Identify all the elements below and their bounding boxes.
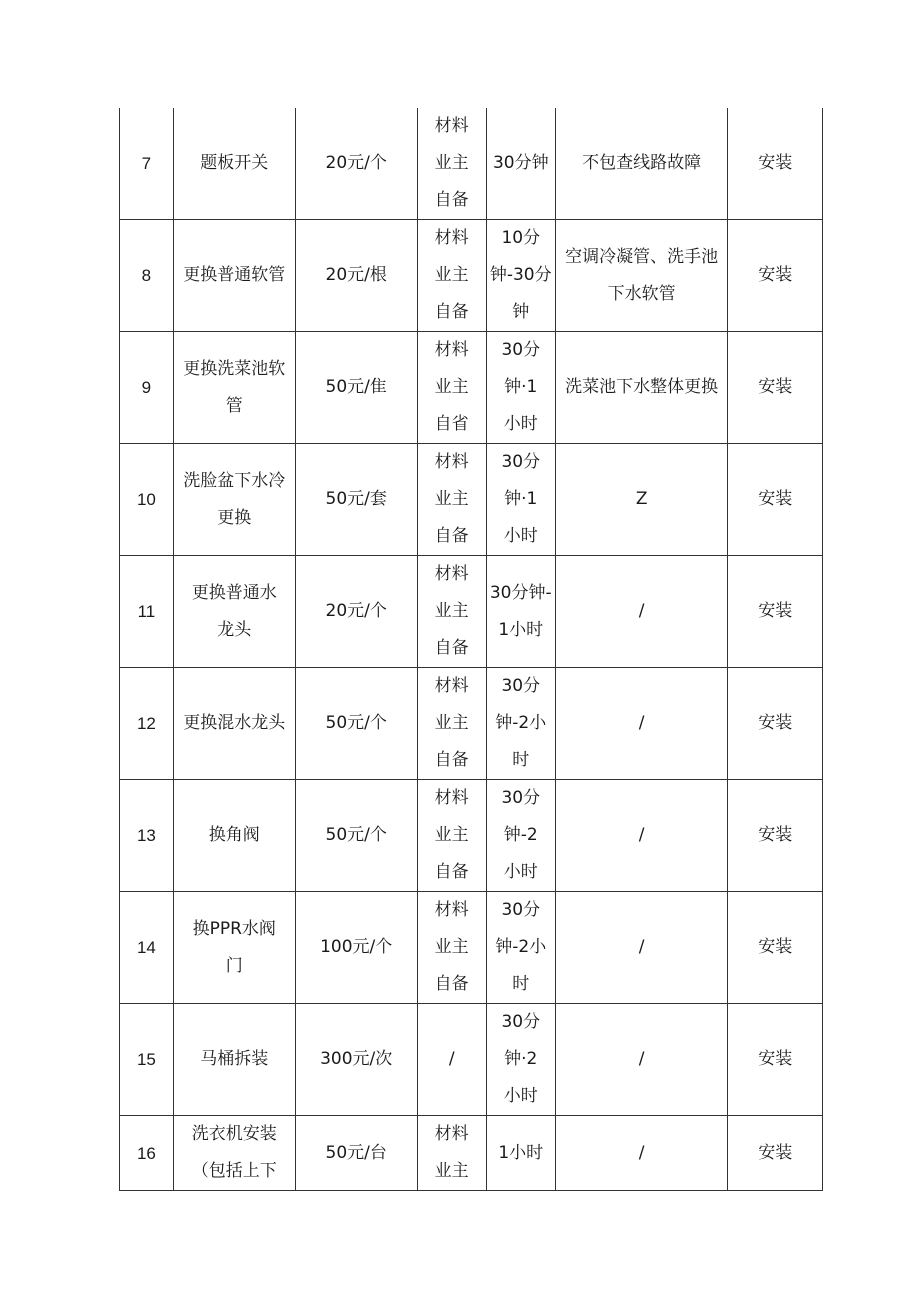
cell-type-text: 安装	[758, 825, 793, 845]
cell-time	[486, 892, 555, 1004]
cell-item-text: 洗衣机安装 （包括上下	[191, 1124, 277, 1181]
cell-number	[120, 668, 174, 780]
cell-type	[728, 1116, 823, 1191]
cell-item-text: 马桶拆装	[200, 1049, 269, 1069]
cell-type-text: 安装	[758, 1049, 793, 1069]
table-body	[120, 108, 823, 1191]
cell-price-text: 100元/个	[320, 937, 393, 957]
cell-time	[486, 556, 555, 668]
cell-type	[728, 332, 823, 444]
cell-material-text: /	[448, 1049, 455, 1069]
cell-item	[173, 1116, 295, 1191]
cell-material-text: 材料 业主 自备	[434, 116, 469, 210]
cell-item	[173, 780, 295, 892]
cell-item	[173, 220, 295, 332]
cell-type-text: 安装	[758, 489, 793, 509]
cell-note-text: Z	[635, 489, 648, 509]
table-row	[120, 1004, 823, 1116]
cell-material	[417, 780, 486, 892]
cell-item	[173, 556, 295, 668]
cell-time-text: 1小时	[498, 1142, 544, 1163]
cell-note-text: /	[638, 1142, 645, 1163]
cell-price	[295, 108, 417, 220]
cell-material	[417, 444, 486, 556]
cell-type	[728, 108, 823, 220]
cell-time	[486, 444, 555, 556]
cell-item-text: 题板开关	[200, 153, 269, 173]
cell-price-text: 50元/个	[325, 713, 387, 733]
cell-time	[486, 668, 555, 780]
cell-time-text: 30分钟	[492, 153, 549, 173]
cell-note-text: /	[638, 1049, 645, 1069]
cell-note	[555, 1004, 728, 1116]
cell-type-text: 安装	[758, 713, 793, 733]
cell-material	[417, 1116, 486, 1191]
cell-note-text: 不包查线路故障	[582, 153, 702, 173]
cell-price	[295, 220, 417, 332]
cell-price-text: 20元/个	[325, 153, 387, 173]
cell-item	[173, 668, 295, 780]
cell-type	[728, 220, 823, 332]
cell-material	[417, 332, 486, 444]
cell-note	[555, 444, 728, 556]
cell-type	[728, 892, 823, 1004]
table-row	[120, 780, 823, 892]
cell-type-text: 安装	[758, 601, 793, 621]
cell-time	[486, 332, 555, 444]
cell-time-text: 30分 钟·1 小时	[501, 452, 541, 546]
cell-note-text: /	[638, 937, 645, 957]
cell-price-text: 50元/个	[325, 825, 387, 845]
cell-type	[728, 1004, 823, 1116]
cell-item-text: 更换混水龙头	[183, 713, 286, 733]
cell-number	[120, 444, 174, 556]
cell-note	[555, 892, 728, 1004]
cell-note	[555, 668, 728, 780]
cell-material-text: 材料 业主 自备	[434, 228, 469, 322]
cell-material-text: 材料 业主 自备	[434, 564, 469, 658]
cell-type-text: 安装	[758, 153, 793, 173]
cell-time-text: 30分 钟-2 小时	[501, 788, 541, 882]
cell-item	[173, 892, 295, 1004]
cell-no-text: 8	[141, 266, 152, 285]
cell-material-text: 材料 业主 自备	[434, 900, 469, 994]
cell-no-text: 16	[136, 1143, 156, 1163]
cell-type	[728, 780, 823, 892]
cell-time	[486, 220, 555, 332]
cell-note	[555, 1116, 728, 1191]
cell-time	[486, 1004, 555, 1116]
cell-note	[555, 556, 728, 668]
cell-note-text: 空调冷凝管、洗手池 下水软管	[565, 246, 719, 304]
cell-item-text: 换角阀	[208, 825, 260, 845]
cell-material-text: 材料 业主 自备	[434, 676, 469, 770]
cell-note	[555, 108, 728, 220]
table-row	[120, 332, 823, 444]
cell-number	[120, 332, 174, 444]
cell-item-text: 换PPR水阀 门	[192, 918, 276, 976]
cell-material-text: 材料 业主 自备	[434, 452, 469, 546]
cell-type	[728, 444, 823, 556]
cell-number	[120, 1004, 174, 1116]
table-row	[120, 892, 823, 1004]
cell-price-text: 20元/个	[325, 601, 387, 621]
cell-item	[173, 1004, 295, 1116]
cell-item	[173, 444, 295, 556]
cell-type	[728, 668, 823, 780]
cell-number	[120, 556, 174, 668]
cell-material	[417, 1004, 486, 1116]
cell-price-text: 20元/根	[325, 265, 387, 285]
cell-material	[417, 892, 486, 1004]
cell-time-text: 30分 钟-2小 时	[495, 900, 547, 994]
cell-time-text: 30分钟- 1小时	[489, 582, 552, 640]
cell-time-text: 10分 钟-30分 钟	[489, 228, 552, 322]
cell-price	[295, 892, 417, 1004]
cell-time	[486, 108, 555, 220]
cell-type-text: 安装	[758, 377, 793, 397]
cell-no-text: 12	[136, 714, 156, 733]
table-row	[120, 220, 823, 332]
cell-item-text: 更换洗菜池软 管	[183, 358, 286, 416]
cell-material-text: 材料 业主 自备	[434, 788, 469, 882]
cell-price	[295, 1004, 417, 1116]
cell-item	[173, 108, 295, 220]
table-row	[120, 444, 823, 556]
cell-number	[120, 892, 174, 1004]
cell-material	[417, 556, 486, 668]
cell-material-text: 材料 业主 自省	[434, 340, 469, 434]
cell-price-text: 300元/次	[320, 1049, 393, 1069]
cell-material	[417, 108, 486, 220]
cell-type-text: 安装	[758, 265, 793, 285]
cell-item-text: 更换普通软管	[183, 265, 286, 285]
service-price-table	[119, 108, 823, 1191]
cell-note-text: 洗菜池下水整体更换	[565, 377, 719, 397]
cell-price	[295, 332, 417, 444]
cell-note-text: /	[638, 713, 645, 733]
cell-time-text: 30分 钟·2 小时	[501, 1012, 541, 1106]
cell-note-text: /	[638, 825, 645, 845]
table-row	[120, 1116, 823, 1191]
cell-price	[295, 444, 417, 556]
cell-time	[486, 1116, 555, 1191]
cell-price	[295, 780, 417, 892]
cell-note	[555, 332, 728, 444]
table-row	[120, 556, 823, 668]
cell-price-text: 50元/台	[325, 1142, 387, 1163]
table-row	[120, 668, 823, 780]
cell-item	[173, 332, 295, 444]
cell-price-text: 50元/隹	[325, 377, 387, 397]
cell-time-text: 30分 钟-2小 时	[495, 676, 547, 770]
cell-type-text: 安装	[758, 1142, 793, 1163]
table-row	[120, 108, 823, 220]
cell-note-text: /	[638, 601, 645, 621]
cell-price-text: 50元/套	[325, 489, 387, 509]
cell-type-text: 安装	[758, 937, 793, 957]
cell-time-text: 30分 钟·1 小时	[501, 340, 541, 434]
cell-price	[295, 556, 417, 668]
cell-material	[417, 668, 486, 780]
cell-number	[120, 220, 174, 332]
cell-number	[120, 108, 174, 220]
cell-no-text: 15	[136, 1050, 156, 1069]
cell-item-text: 洗脸盆下水冷 更换	[183, 470, 286, 528]
cell-material	[417, 220, 486, 332]
cell-type	[728, 556, 823, 668]
cell-note	[555, 220, 728, 332]
cell-no-text: 7	[141, 154, 152, 173]
cell-no-text: 14	[136, 938, 156, 957]
cell-no-text: 10	[136, 490, 156, 509]
cell-no-text: 13	[136, 826, 156, 845]
cell-price	[295, 1116, 417, 1191]
cell-material-text: 材料 业主	[434, 1124, 469, 1181]
cell-item-text: 更换普通水 龙头	[191, 582, 277, 640]
cell-time	[486, 780, 555, 892]
cell-note	[555, 780, 728, 892]
cell-price	[295, 668, 417, 780]
cell-no-text: 11	[137, 602, 156, 621]
cell-number	[120, 780, 174, 892]
cell-no-text: 9	[141, 378, 152, 397]
cell-number	[120, 1116, 174, 1191]
